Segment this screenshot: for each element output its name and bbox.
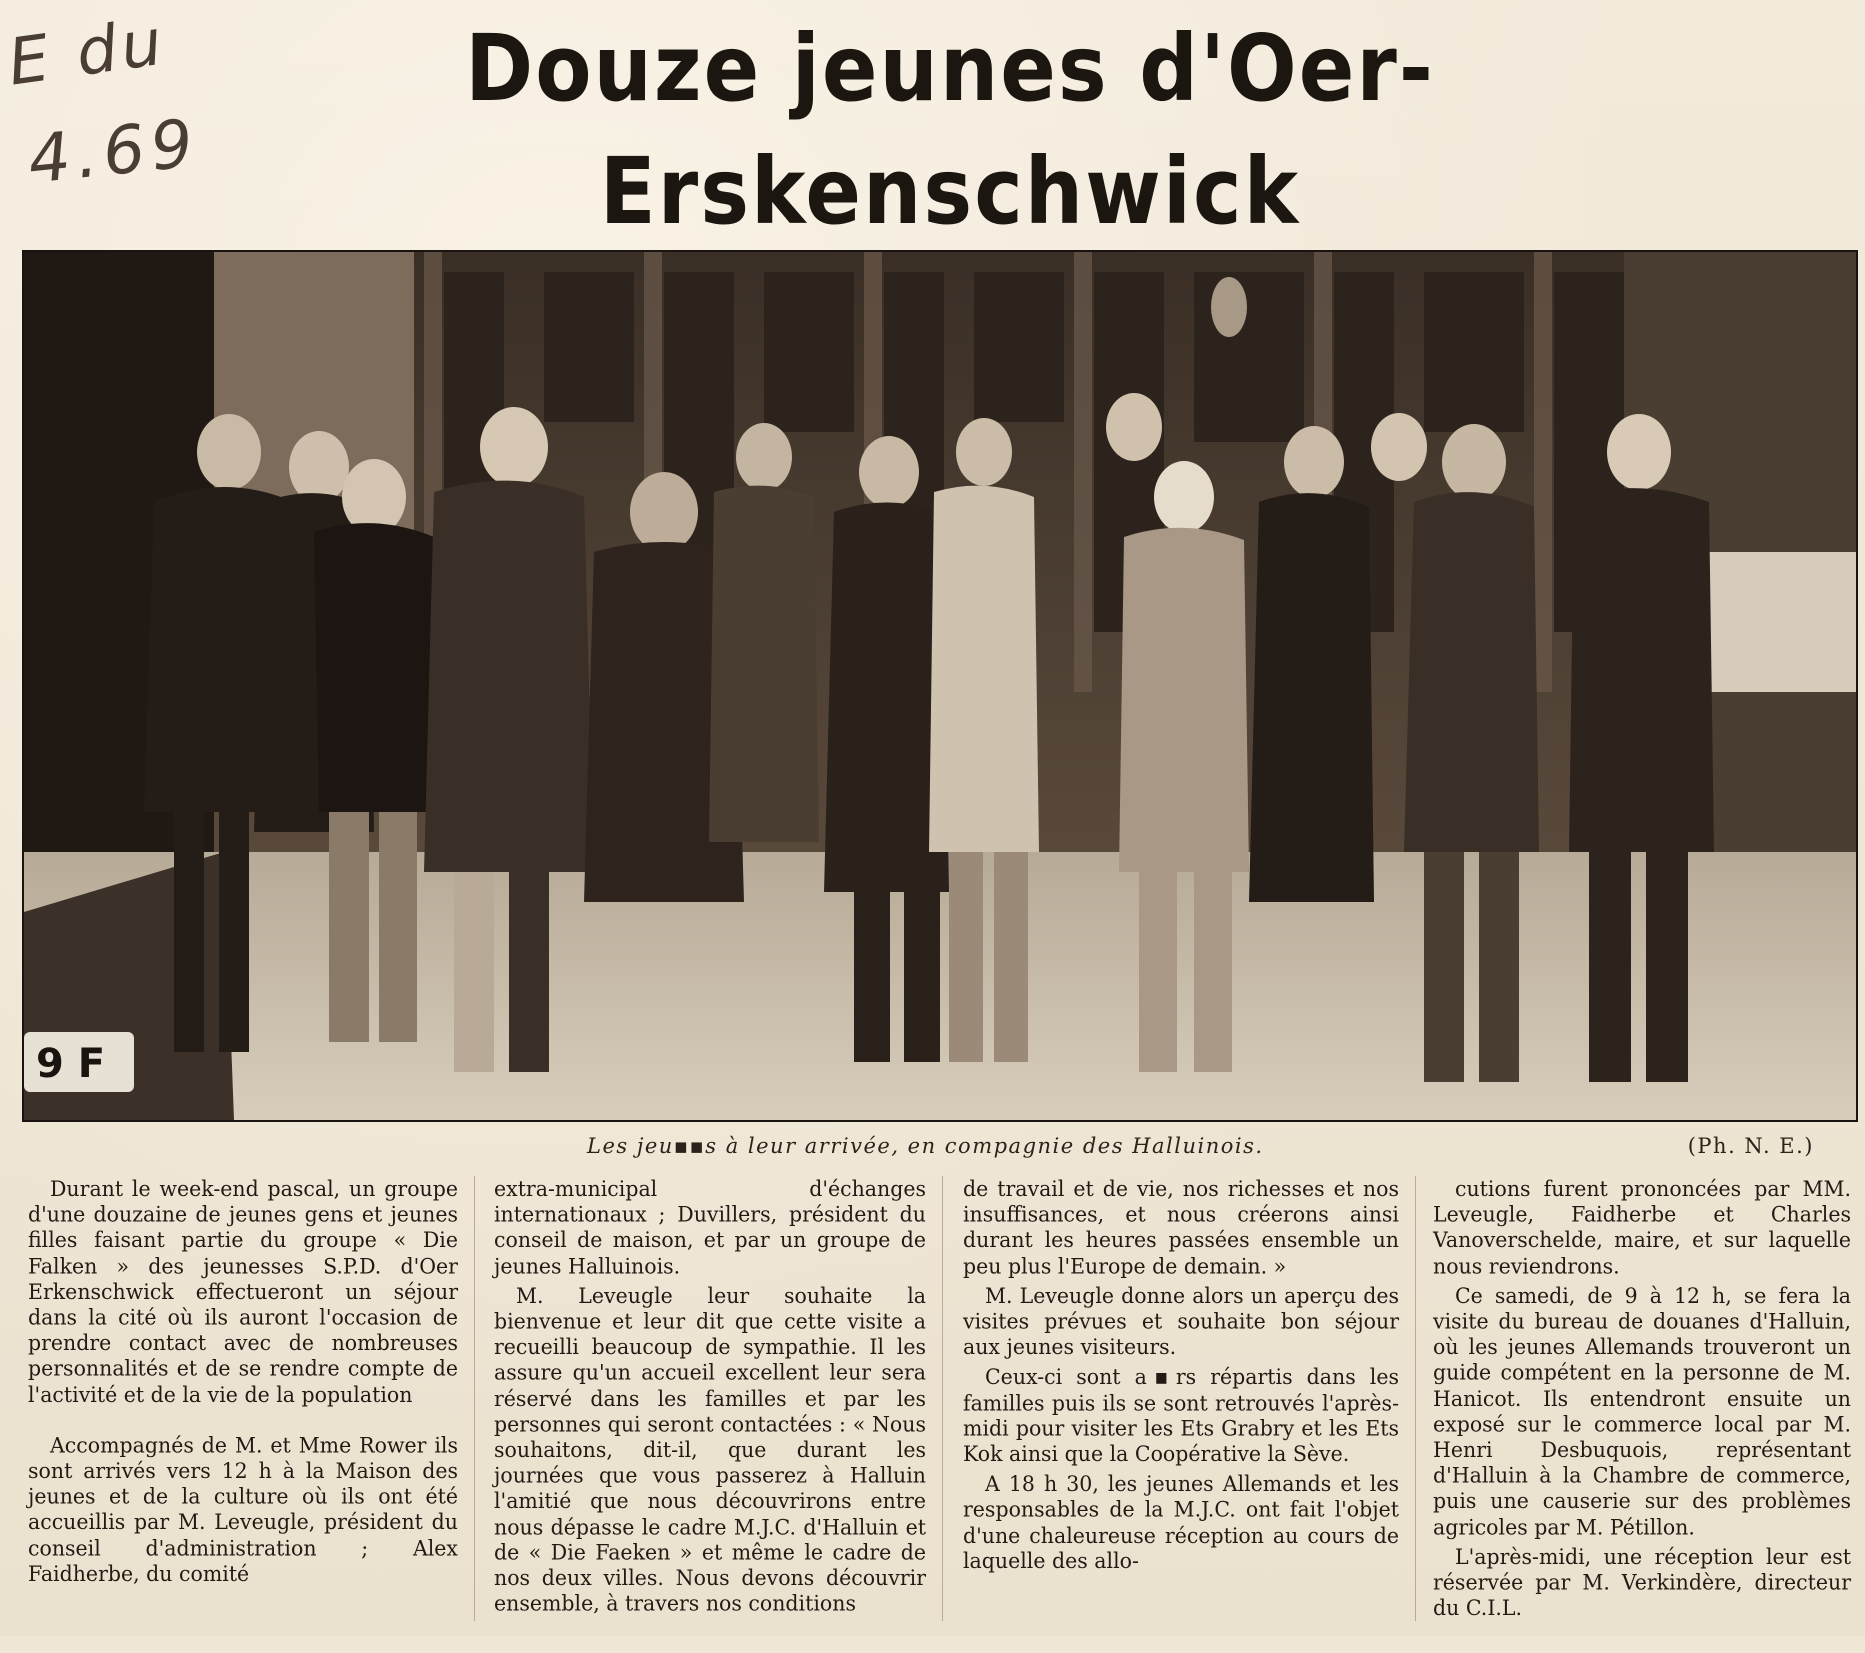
paragraph: Ce samedi, de 9 à 12 h, se fera la visite du bureau de douanes d'Halluin, où les jeunes Allemands trouveront un guide compétent en la personne de M. Hanicot. Ils entendront ensuite un exposé sur le commerce local par M. Henri Desbuquois, représentant d'Halluin à la Chambre de commerce, puis une causerie sur des problèmes agricoles par M. Pétillon. <box>1433 1282 1851 1540</box>
paragraph: Accompagnés de M. et Mme Rower ils sont arrivés vers 12 h à la Maison des jeunes et de la culture où ils ont été accueillis par M. Leveugle, président du conseil d'administration ; Alex Faidherbe, du comité <box>28 1432 458 1587</box>
photo-credit: (Ph. N. E.) <box>1687 1134 1814 1158</box>
paragraph: de travail et de vie, nos richesses et nos insuffisances, et nous créerons ainsi durant les heures passées ensemble un peu plus l'Europe de demain. » <box>963 1176 1399 1279</box>
column-divider <box>942 1176 943 1621</box>
paragraph: M. Leveugle donne alors un aperçu des visites prévues et souhaite bon séjour aux jeunes visiteurs. <box>963 1282 1399 1360</box>
paragraph: Durant le week-end pascal, un groupe d'une douzaine de jeunes gens et jeunes filles faisant partie du groupe « Die Falken » des jeunesses S.P.D. d'Oer Erkenschwick effectueront un séjour dans la cité où ils auront l'occasion de prendre contact avec de nombreuses personnalités et de se rendre compte de l'activité et de la vie de la population <box>28 1176 458 1407</box>
article-column-3 <box>963 1176 1399 1653</box>
article-column-4 <box>1433 1176 1851 1653</box>
caption-text: Les jeu▪▪s à leur arrivée, en compagnie des Halluinois. <box>587 1134 1264 1158</box>
headline-line-1: Douze jeunes d'Oer-Erskenschwick <box>465 15 1435 246</box>
group-photo <box>22 250 1858 1122</box>
license-plate-text: 9 F <box>36 1041 106 1087</box>
paragraph: L'après-midi, une réception leur est réservée par M. Verkindère, directeur du C.I.L. <box>1433 1543 1851 1621</box>
article-column-1 <box>28 1176 458 1653</box>
paragraph: cutions furent prononcées par MM. Leveugle, Faidherbe et Charles Vanoverschelde, maire, et sur laquelle nous reviendrons. <box>1433 1176 1851 1279</box>
group-photo-icon <box>24 252 1856 1120</box>
paragraph: extra-municipal d'échanges internationaux ; Duvillers, président du conseil de maison, et par un groupe de jeunes Halluinois. <box>494 1176 926 1279</box>
paragraph: M. Leveugle leur souhaite la bienvenue et leur dit que cette visite a recueilli beaucoup de sympathie. Il les assure qu'un accueil excellent leur sera réservé dans les familles et par les personnes qui seront contactées : « Nous souhaitons, dit-il, que durant les journées que vous passerez à Halluin l'amitié que nous découvrirons entre nous dépasse le cadre M.J.C. d'Halluin et de « Die Faeken » et même le cadre de nos deux villes. Nous devons découvrir ensemble, à travers nos conditions <box>494 1282 926 1617</box>
paragraph: A 18 h 30, les jeunes Allemands et les responsables de la M.J.C. ont fait l'objet d'une chaleureuse réception au cours de laquelle des allo- <box>963 1470 1399 1574</box>
article-column-2 <box>494 1176 926 1653</box>
column-divider <box>474 1176 475 1621</box>
photo-caption <box>22 1128 1854 1168</box>
handwritten-line-1: E du <box>3 5 171 101</box>
column-divider <box>1415 1176 1416 1621</box>
paragraph: Ceux-ci sont a▪rs répartis dans les familles puis ils se sont retrouvés l'après-midi pour visiter les Ets Grabry et les Ets Kok ainsi que la Coopérative la Sève. <box>963 1364 1399 1467</box>
handwritten-line-2: 4.69 <box>24 104 203 199</box>
